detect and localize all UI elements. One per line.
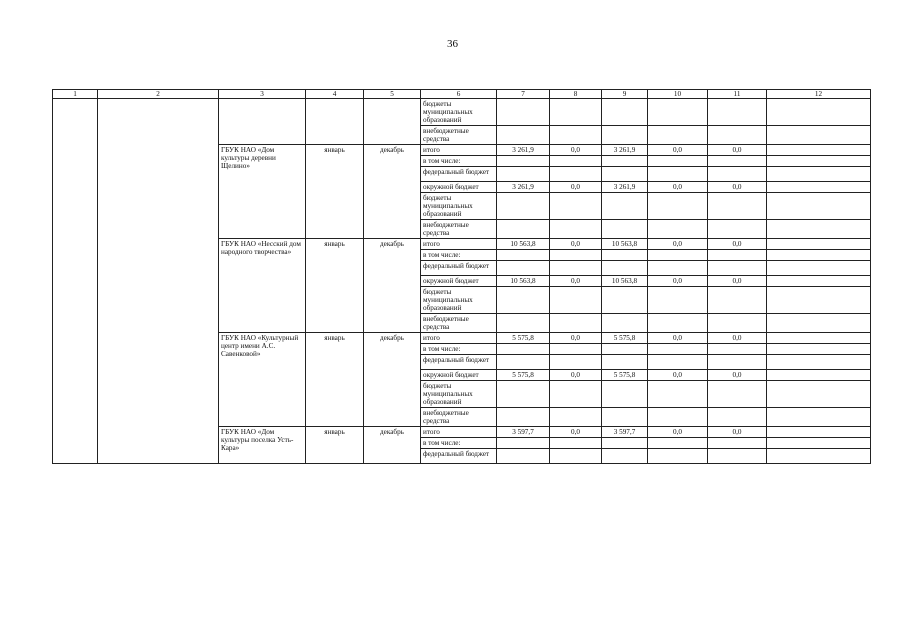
value-cell-7 bbox=[497, 438, 550, 449]
notes-cell bbox=[767, 239, 871, 250]
value-cell-9 bbox=[602, 261, 648, 276]
end-cell: декабрь bbox=[364, 239, 421, 333]
value-cell-8 bbox=[550, 126, 602, 145]
notes-cell bbox=[767, 276, 871, 287]
notes-cell bbox=[767, 438, 871, 449]
value-cell-8: 0,0 bbox=[550, 182, 602, 193]
source-cell: внебюджетные средства bbox=[421, 408, 497, 427]
notes-cell bbox=[767, 314, 871, 333]
col2-cell bbox=[98, 99, 219, 464]
value-cell-7 bbox=[497, 381, 550, 408]
value-cell-7 bbox=[497, 156, 550, 167]
value-cell-11: 0,0 bbox=[708, 370, 767, 381]
col1-cell bbox=[53, 99, 98, 464]
value-cell-7 bbox=[497, 408, 550, 427]
value-cell-8 bbox=[550, 408, 602, 427]
notes-cell bbox=[767, 193, 871, 220]
value-cell-11 bbox=[708, 314, 767, 333]
value-cell-9 bbox=[602, 220, 648, 239]
notes-cell bbox=[767, 287, 871, 314]
notes-cell bbox=[767, 333, 871, 344]
notes-cell bbox=[767, 167, 871, 182]
value-cell-10 bbox=[648, 167, 708, 182]
notes-cell bbox=[767, 156, 871, 167]
value-cell-8 bbox=[550, 381, 602, 408]
notes-cell bbox=[767, 261, 871, 276]
header-cell: 4 bbox=[306, 90, 364, 99]
value-cell-8: 0,0 bbox=[550, 145, 602, 156]
notes-cell bbox=[767, 427, 871, 438]
value-cell-11 bbox=[708, 408, 767, 427]
value-cell-8 bbox=[550, 344, 602, 355]
value-cell-7 bbox=[497, 261, 550, 276]
value-cell-10 bbox=[648, 438, 708, 449]
value-cell-7: 3 597,7 bbox=[497, 427, 550, 438]
header-cell: 7 bbox=[497, 90, 550, 99]
value-cell-7: 10 563,8 bbox=[497, 239, 550, 250]
value-cell-8: 0,0 bbox=[550, 276, 602, 287]
institution-cell: ГБУК НАО «Дом культуры поселка Усть-Кара» bbox=[219, 427, 306, 464]
value-cell-10: 0,0 bbox=[648, 370, 708, 381]
notes-cell bbox=[767, 220, 871, 239]
value-cell-8 bbox=[550, 167, 602, 182]
notes-cell bbox=[767, 355, 871, 370]
value-cell-10 bbox=[648, 250, 708, 261]
source-cell: бюджеты муниципальных образований bbox=[421, 193, 497, 220]
value-cell-9 bbox=[602, 287, 648, 314]
value-cell-10 bbox=[648, 126, 708, 145]
value-cell-9: 3 261,9 bbox=[602, 145, 648, 156]
header-row bbox=[53, 90, 871, 99]
value-cell-7 bbox=[497, 126, 550, 145]
budget-table bbox=[52, 89, 871, 464]
value-cell-9: 10 563,8 bbox=[602, 276, 648, 287]
notes-cell bbox=[767, 408, 871, 427]
institution-cell: ГБУК НАО «Культурный центр имени А.С. Савенковой» bbox=[219, 333, 306, 427]
value-cell-11 bbox=[708, 344, 767, 355]
value-cell-10 bbox=[648, 344, 708, 355]
table-row bbox=[53, 99, 871, 126]
value-cell-10: 0,0 bbox=[648, 239, 708, 250]
value-cell-7 bbox=[497, 193, 550, 220]
value-cell-10 bbox=[648, 156, 708, 167]
header-cell: 1 bbox=[53, 90, 98, 99]
value-cell-8 bbox=[550, 314, 602, 333]
value-cell-8 bbox=[550, 449, 602, 464]
source-cell: итого bbox=[421, 239, 497, 250]
value-cell-11 bbox=[708, 287, 767, 314]
value-cell-9 bbox=[602, 449, 648, 464]
notes-cell bbox=[767, 344, 871, 355]
value-cell-11 bbox=[708, 220, 767, 239]
value-cell-11 bbox=[708, 167, 767, 182]
value-cell-11 bbox=[708, 250, 767, 261]
value-cell-7 bbox=[497, 99, 550, 126]
value-cell-11 bbox=[708, 261, 767, 276]
value-cell-8 bbox=[550, 261, 602, 276]
institution-cell bbox=[219, 99, 306, 145]
value-cell-7 bbox=[497, 287, 550, 314]
source-cell: в том числе: bbox=[421, 250, 497, 261]
value-cell-9 bbox=[602, 250, 648, 261]
source-cell: внебюджетные средства bbox=[421, 220, 497, 239]
value-cell-7: 5 575,8 bbox=[497, 333, 550, 344]
header-cell: 12 bbox=[767, 90, 871, 99]
value-cell-7: 3 261,9 bbox=[497, 182, 550, 193]
start-cell bbox=[306, 99, 364, 145]
notes-cell bbox=[767, 99, 871, 126]
value-cell-10 bbox=[648, 408, 708, 427]
source-cell: федеральный бюджет bbox=[421, 261, 497, 276]
value-cell-10 bbox=[648, 261, 708, 276]
value-cell-11: 0,0 bbox=[708, 276, 767, 287]
notes-cell bbox=[767, 182, 871, 193]
value-cell-10 bbox=[648, 99, 708, 126]
notes-cell bbox=[767, 370, 871, 381]
source-cell: окружной бюджет bbox=[421, 276, 497, 287]
value-cell-11 bbox=[708, 381, 767, 408]
value-cell-9 bbox=[602, 156, 648, 167]
value-cell-10: 0,0 bbox=[648, 427, 708, 438]
source-cell: бюджеты муниципальных образований bbox=[421, 381, 497, 408]
value-cell-9 bbox=[602, 193, 648, 220]
value-cell-9 bbox=[602, 126, 648, 145]
value-cell-7 bbox=[497, 167, 550, 182]
value-cell-11 bbox=[708, 126, 767, 145]
value-cell-8 bbox=[550, 156, 602, 167]
source-cell: федеральный бюджет bbox=[421, 449, 497, 464]
value-cell-10 bbox=[648, 355, 708, 370]
page-number: 36 bbox=[447, 38, 458, 50]
source-cell: итого bbox=[421, 427, 497, 438]
value-cell-11 bbox=[708, 99, 767, 126]
value-cell-8 bbox=[550, 438, 602, 449]
start-cell: январь bbox=[306, 333, 364, 427]
source-cell: федеральный бюджет bbox=[421, 167, 497, 182]
value-cell-10 bbox=[648, 381, 708, 408]
value-cell-9 bbox=[602, 355, 648, 370]
value-cell-9 bbox=[602, 344, 648, 355]
header-cell: 5 bbox=[364, 90, 421, 99]
header-cell: 9 bbox=[602, 90, 648, 99]
start-cell: январь bbox=[306, 145, 364, 239]
value-cell-9 bbox=[602, 167, 648, 182]
end-cell bbox=[364, 99, 421, 145]
source-cell: бюджеты муниципальных образований bbox=[421, 99, 497, 126]
value-cell-9: 5 575,8 bbox=[602, 370, 648, 381]
value-cell-8 bbox=[550, 287, 602, 314]
source-cell: итого bbox=[421, 145, 497, 156]
value-cell-7 bbox=[497, 220, 550, 239]
value-cell-9: 5 575,8 bbox=[602, 333, 648, 344]
end-cell: декабрь bbox=[364, 427, 421, 464]
value-cell-8 bbox=[550, 99, 602, 126]
value-cell-11 bbox=[708, 355, 767, 370]
source-cell: в том числе: bbox=[421, 156, 497, 167]
source-cell: окружной бюджет bbox=[421, 182, 497, 193]
value-cell-9 bbox=[602, 438, 648, 449]
source-cell: итого bbox=[421, 333, 497, 344]
value-cell-7 bbox=[497, 250, 550, 261]
source-cell: окружной бюджет bbox=[421, 370, 497, 381]
end-cell: декабрь bbox=[364, 145, 421, 239]
value-cell-11: 0,0 bbox=[708, 182, 767, 193]
value-cell-10: 0,0 bbox=[648, 333, 708, 344]
value-cell-11: 0,0 bbox=[708, 427, 767, 438]
value-cell-10 bbox=[648, 314, 708, 333]
value-cell-9: 10 563,8 bbox=[602, 239, 648, 250]
value-cell-7 bbox=[497, 314, 550, 333]
value-cell-9 bbox=[602, 381, 648, 408]
value-cell-8: 0,0 bbox=[550, 427, 602, 438]
value-cell-11: 0,0 bbox=[708, 145, 767, 156]
institution-cell: ГБУК НАО «Дом культуры деревни Щелино» bbox=[219, 145, 306, 239]
value-cell-8: 0,0 bbox=[550, 333, 602, 344]
header-cell: 6 bbox=[421, 90, 497, 99]
value-cell-8 bbox=[550, 355, 602, 370]
value-cell-7 bbox=[497, 355, 550, 370]
header-cell: 2 bbox=[98, 90, 219, 99]
notes-cell bbox=[767, 449, 871, 464]
header-cell: 8 bbox=[550, 90, 602, 99]
source-cell: внебюджетные средства bbox=[421, 126, 497, 145]
source-cell: в том числе: bbox=[421, 344, 497, 355]
header-cell: 11 bbox=[708, 90, 767, 99]
value-cell-7: 3 261,9 bbox=[497, 145, 550, 156]
value-cell-7 bbox=[497, 449, 550, 464]
value-cell-9: 3 597,7 bbox=[602, 427, 648, 438]
value-cell-11 bbox=[708, 449, 767, 464]
notes-cell bbox=[767, 250, 871, 261]
value-cell-10 bbox=[648, 193, 708, 220]
header-cell: 10 bbox=[648, 90, 708, 99]
value-cell-11: 0,0 bbox=[708, 239, 767, 250]
value-cell-11 bbox=[708, 438, 767, 449]
value-cell-8: 0,0 bbox=[550, 370, 602, 381]
value-cell-8: 0,0 bbox=[550, 239, 602, 250]
value-cell-8 bbox=[550, 193, 602, 220]
source-cell: внебюджетные средства bbox=[421, 314, 497, 333]
source-cell: бюджеты муниципальных образований bbox=[421, 287, 497, 314]
start-cell: январь bbox=[306, 427, 364, 464]
value-cell-8 bbox=[550, 250, 602, 261]
value-cell-10 bbox=[648, 287, 708, 314]
value-cell-9: 3 261,9 bbox=[602, 182, 648, 193]
value-cell-10: 0,0 bbox=[648, 182, 708, 193]
header-cell: 3 bbox=[219, 90, 306, 99]
notes-cell bbox=[767, 126, 871, 145]
value-cell-10: 0,0 bbox=[648, 145, 708, 156]
value-cell-11 bbox=[708, 156, 767, 167]
notes-cell bbox=[767, 145, 871, 156]
source-cell: в том числе: bbox=[421, 438, 497, 449]
value-cell-10 bbox=[648, 449, 708, 464]
value-cell-7: 5 575,8 bbox=[497, 370, 550, 381]
value-cell-10 bbox=[648, 220, 708, 239]
value-cell-10: 0,0 bbox=[648, 276, 708, 287]
value-cell-11 bbox=[708, 193, 767, 220]
source-cell: федеральный бюджет bbox=[421, 355, 497, 370]
value-cell-9 bbox=[602, 314, 648, 333]
value-cell-8 bbox=[550, 220, 602, 239]
value-cell-11: 0,0 bbox=[708, 333, 767, 344]
value-cell-7 bbox=[497, 344, 550, 355]
notes-cell bbox=[767, 381, 871, 408]
value-cell-7: 10 563,8 bbox=[497, 276, 550, 287]
institution-cell: ГБУК НАО «Несский дом народного творчества» bbox=[219, 239, 306, 333]
end-cell: декабрь bbox=[364, 333, 421, 427]
start-cell: январь bbox=[306, 239, 364, 333]
value-cell-9 bbox=[602, 408, 648, 427]
value-cell-9 bbox=[602, 99, 648, 126]
